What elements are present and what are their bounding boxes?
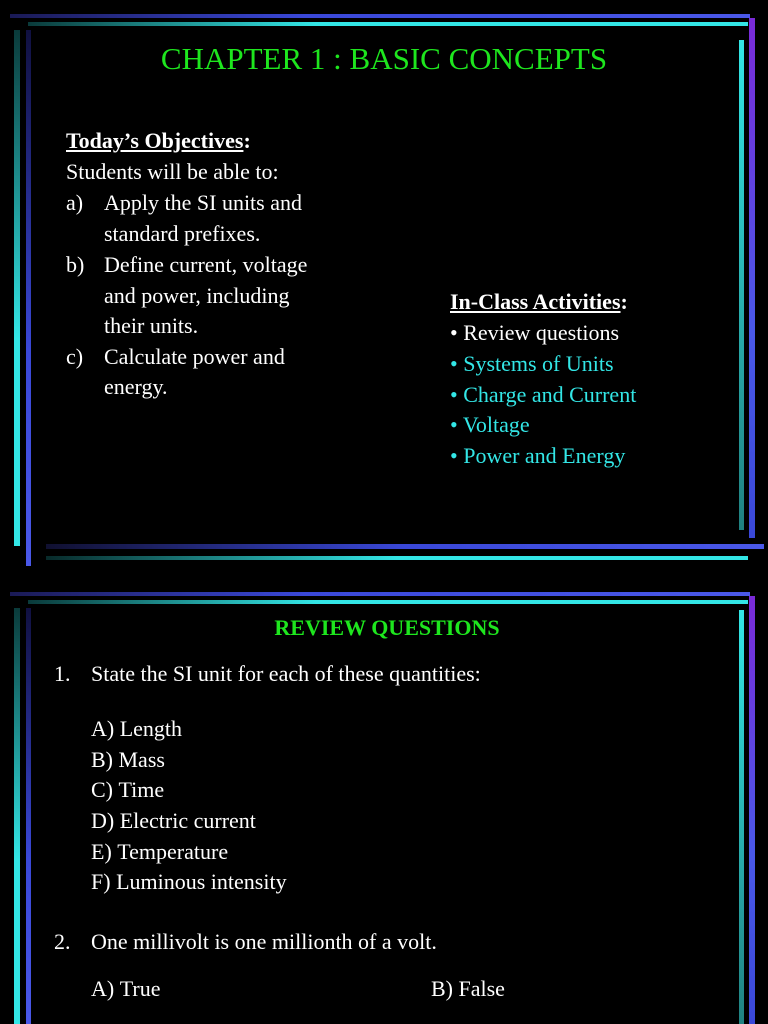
frame-top-cyan-bar bbox=[28, 600, 748, 604]
objective-a-line-1: Apply the SI units and bbox=[104, 190, 302, 215]
objective-marker-a: a) bbox=[66, 190, 84, 215]
question-1-number: 1. bbox=[54, 661, 71, 686]
objective-marker-c: c) bbox=[66, 344, 84, 369]
objectives-heading-text: Today’s Objectives bbox=[66, 128, 244, 153]
question-2-text: One millivolt is one millionth of a volt. bbox=[91, 929, 437, 954]
q1-option-b bbox=[91, 745, 165, 775]
frame-left-blue-bar bbox=[26, 30, 31, 566]
objective-b-line-1: Define current, voltage bbox=[104, 252, 308, 277]
frame-left-cyan-bar bbox=[14, 30, 20, 546]
activity-charge-and-current bbox=[450, 380, 636, 410]
bullet-icon: • bbox=[450, 320, 458, 345]
activity-power-and-energy bbox=[450, 441, 625, 471]
slide-2 bbox=[0, 580, 768, 1024]
activity-review-questions bbox=[450, 318, 619, 348]
activity-label: Charge and Current bbox=[463, 382, 637, 407]
option-letter: F) bbox=[91, 869, 111, 894]
option-text: False bbox=[458, 976, 505, 1001]
question-1-text: State the SI unit for each of these quantities: bbox=[91, 661, 481, 686]
option-text: Temperature bbox=[117, 839, 229, 864]
option-letter: A) bbox=[91, 716, 115, 741]
option-text: Luminous intensity bbox=[116, 869, 287, 894]
option-letter: C) bbox=[91, 777, 113, 802]
frame-right-cyan-bar bbox=[739, 610, 744, 1024]
frame-bottom-blue-bar bbox=[46, 544, 764, 549]
bullet-icon: • bbox=[450, 351, 458, 376]
option-letter: B) bbox=[431, 976, 453, 1001]
frame-top-blue-bar bbox=[10, 14, 750, 18]
bullet-icon: • bbox=[450, 382, 458, 407]
option-text: True bbox=[119, 976, 161, 1001]
slide-1-title: CHAPTER 1 : BASIC CONCEPTS bbox=[160, 41, 608, 76]
objective-b-line-3: their units. bbox=[104, 313, 199, 338]
option-text: Electric current bbox=[119, 808, 256, 833]
option-letter: D) bbox=[91, 808, 115, 833]
bullet-icon: • bbox=[450, 412, 458, 437]
q1-option-e bbox=[91, 837, 228, 867]
option-text: Time bbox=[118, 777, 165, 802]
activity-label: Review questions bbox=[463, 320, 620, 345]
q1-option-f bbox=[91, 867, 287, 897]
activities-heading-colon: : bbox=[620, 289, 628, 314]
objectives-heading-colon: : bbox=[243, 128, 251, 153]
q1-option-c bbox=[91, 775, 164, 805]
option-letter: B) bbox=[91, 747, 113, 772]
q1-option-a bbox=[91, 714, 182, 744]
objective-a-line-2: standard prefixes. bbox=[104, 221, 261, 246]
frame-right-purple-bar bbox=[749, 18, 755, 538]
slide-2-title: REVIEW QUESTIONS bbox=[274, 615, 500, 640]
option-letter: A) bbox=[91, 976, 115, 1001]
option-letter: E) bbox=[91, 839, 112, 864]
objective-b-line-2: and power, including bbox=[104, 283, 290, 308]
frame-top-cyan-bar bbox=[28, 22, 748, 26]
activity-label: Power and Energy bbox=[463, 443, 626, 468]
objective-c-line-2: energy. bbox=[104, 374, 168, 399]
activities-heading bbox=[450, 287, 628, 317]
activity-voltage bbox=[450, 410, 530, 440]
activity-label: Systems of Units bbox=[463, 351, 614, 376]
frame-right-cyan-bar bbox=[739, 40, 744, 530]
q2-option-a bbox=[91, 974, 160, 1004]
objectives-heading bbox=[66, 126, 251, 156]
frame-top-blue-bar bbox=[10, 592, 750, 596]
objective-c-line-1: Calculate power and bbox=[104, 344, 285, 369]
objectives-intro: Students will be able to: bbox=[66, 159, 279, 184]
q2-option-b bbox=[431, 974, 505, 1004]
activity-label: Voltage bbox=[462, 412, 530, 437]
bullet-icon: • bbox=[450, 443, 458, 468]
frame-right-purple-bar bbox=[749, 596, 755, 1024]
q1-option-d bbox=[91, 806, 256, 836]
activities-heading-text: In-Class Activities bbox=[450, 289, 621, 314]
frame-left-blue-bar bbox=[26, 608, 31, 1024]
option-text: Mass bbox=[118, 747, 165, 772]
frame-bottom-cyan-bar bbox=[46, 556, 748, 560]
activity-systems-of-units bbox=[450, 349, 614, 379]
objective-marker-b: b) bbox=[66, 252, 85, 277]
question-2-number: 2. bbox=[54, 929, 71, 954]
option-text: Length bbox=[119, 716, 183, 741]
frame-left-cyan-bar bbox=[14, 608, 20, 1024]
